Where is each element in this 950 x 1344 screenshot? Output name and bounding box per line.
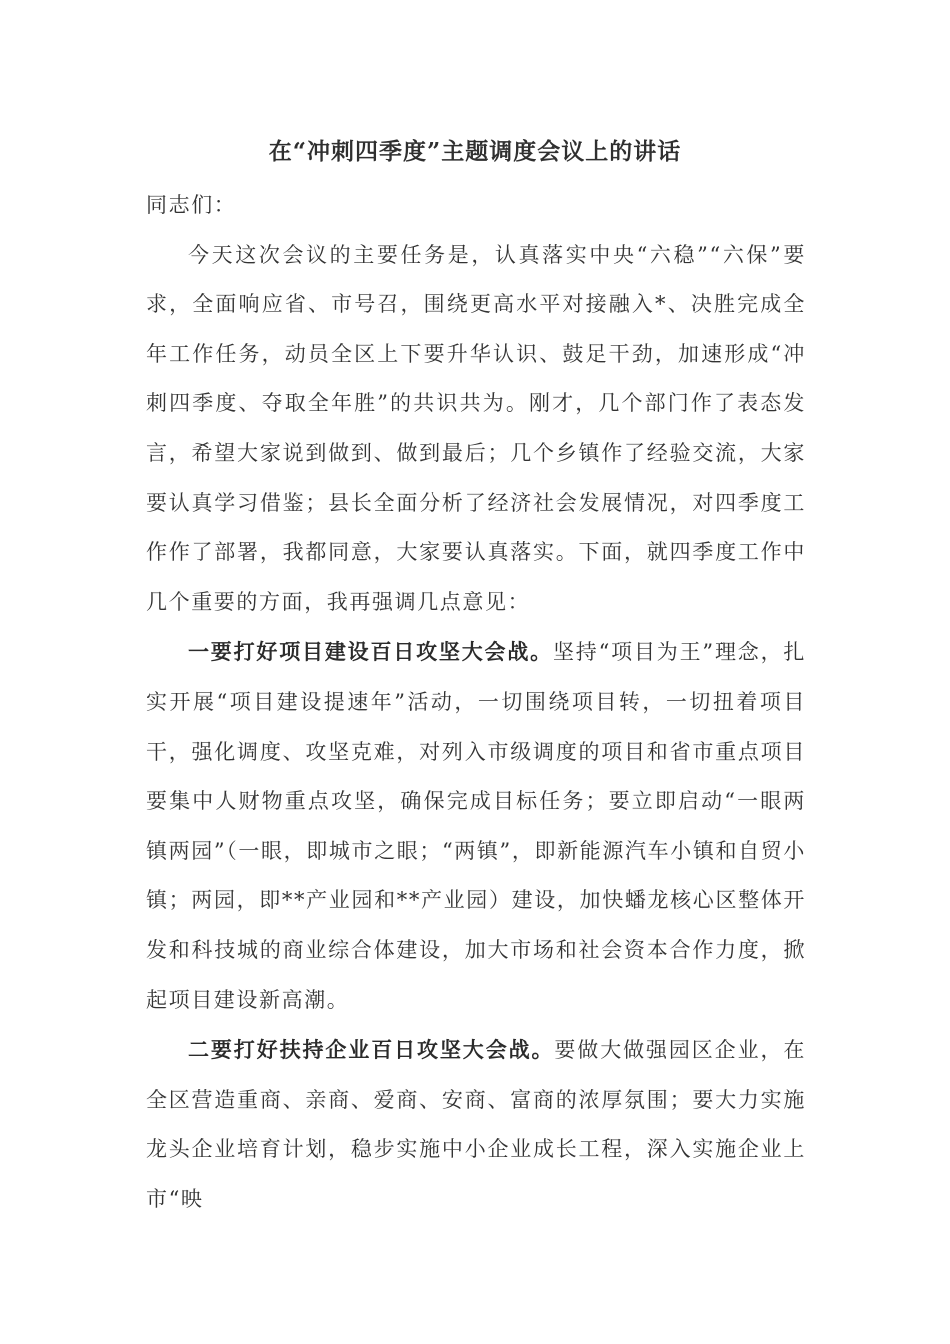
- document-body: [146, 181, 806, 1224]
- paragraph-heading: 二要打好扶持企业百日攻坚大会战。: [188, 1037, 555, 1063]
- paragraph-heading: 一要打好项目建设百日攻坚大会战。: [188, 639, 553, 665]
- paragraph-text: 要做大做强园区企业，在全区营造重商、亲商、爱商、安商、富商的浓厚氛围；要大力实施龙头企业培育计划，稳步实施中小企业成长工程，深入实施企业上市“映: [146, 1038, 806, 1211]
- paragraph-enterprise-support: [146, 1025, 806, 1224]
- paragraph-text: 坚持“项目为王”理念，扎实开展“项目建设提速年”活动，一切围绕项目转，一切扭着项目干，强化调度、攻坚克难，对列入市级调度的项目和省市重点项目要集中人财物重点攻坚，确保完成目标任务；要立即启动“一眼两镇两园”（一眼，即城市之眼；“两镇”，即新能源汽车小镇和自贸小镇；两园，即**产业园和**产业园）建设，加快蟠龙核心区整体开发和科技城的商业综合体建设，加大市场和社会资本合作力度，掀起项目建设新高潮。: [146, 640, 807, 1012]
- paragraph-project-construction: [146, 627, 806, 1025]
- document-title: 在“冲刺四季度”主题调度会议上的讲话: [268, 138, 682, 165]
- paragraph-intro: [146, 231, 806, 628]
- salutation: 同志们：: [146, 193, 237, 217]
- paragraph-text: 今天这次会议的主要任务是，认真落实中央“六稳”“六保”要求，全面响应省、市号召，围绕更高水平对接融入*、决胜完成全年工作任务，动员全区上下要升华认识、鼓足干劲，加速形成“冲刺四季度、夺取全年胜”的共识共为。刚才，几个部门作了表态发言，希望大家说到做到、做到最后；几个乡镇作了经验交流，大家要认真学习借鉴；县长全面分析了经济社会发展情况，对四季度工作作了部署，我都同意，大家要认真落实。下面，就四季度工作中几个重要的方面，我再强调几点意见：: [146, 242, 806, 614]
